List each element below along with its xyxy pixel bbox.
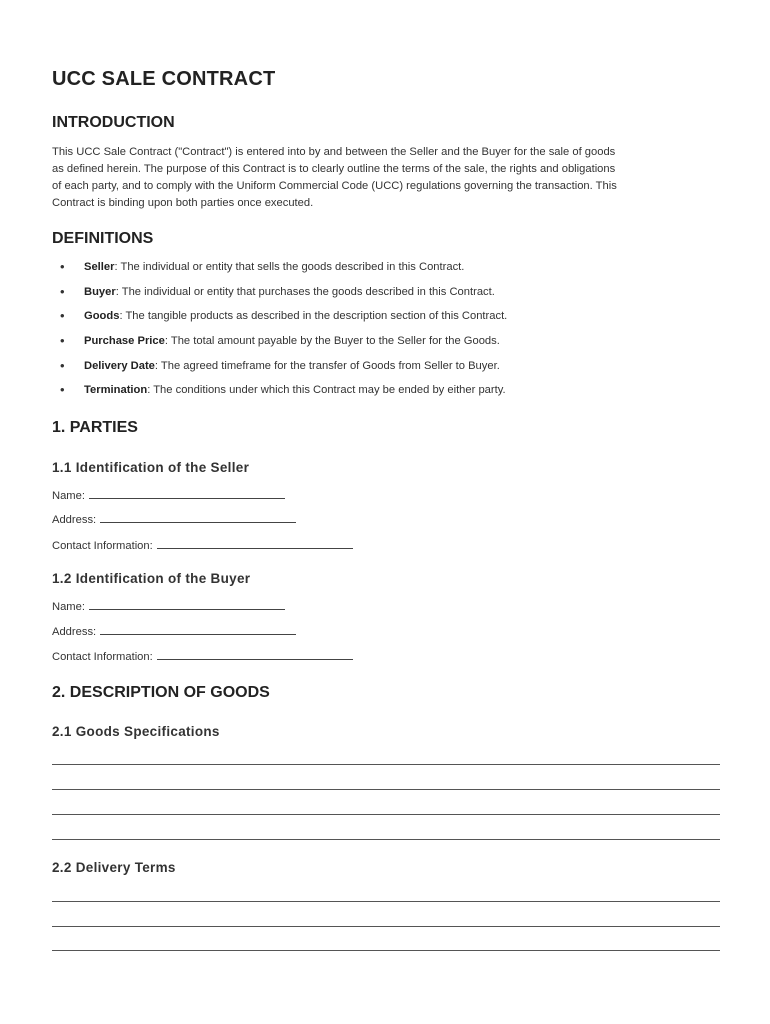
definition-item (52, 381, 720, 406)
specifications-blank-line[interactable] (52, 764, 720, 765)
definition-item (52, 307, 720, 332)
definition-term: Delivery Date (84, 359, 155, 372)
definition-term: Seller (84, 261, 115, 273)
delivery-blank-line[interactable] (52, 950, 720, 951)
description-of-goods-heading: 2. DESCRIPTION OF GOODS (52, 684, 270, 701)
definition-term: Goods (84, 310, 120, 323)
seller-address-label: Address: (52, 514, 97, 526)
definition-text: : The agreed timeframe for the transfer of Goods from Seller to Buyer. (154, 359, 500, 372)
buyer-address-field[interactable] (52, 623, 296, 638)
buyer-contact-label: Contact Information: (52, 651, 153, 663)
definition-item (52, 332, 720, 357)
seller-contact-label: Contact Information: (52, 540, 153, 552)
seller-name-label: Name: (52, 490, 85, 502)
seller-contact-field[interactable] (52, 537, 353, 552)
bullet-icon: • (60, 283, 65, 299)
parties-heading: 1. PARTIES (52, 419, 138, 436)
buyer-name-blank[interactable] (89, 598, 285, 610)
specifications-blank-line[interactable] (52, 789, 720, 790)
bullet-icon: • (60, 333, 65, 349)
buyer-name-label: Name: (52, 601, 85, 613)
definitions-list (52, 258, 720, 406)
specifications-blank-line[interactable] (52, 839, 720, 840)
goods-specifications-heading: 2.1 Goods Specifications (52, 724, 220, 739)
bullet-icon: • (60, 357, 65, 373)
definition-text: : The individual or entity that sells the goods described in this Contract. (114, 261, 465, 273)
buyer-address-label: Address: (52, 626, 97, 638)
buyer-contact-blank[interactable] (157, 648, 353, 660)
definitions-heading: DEFINITIONS (52, 230, 154, 247)
seller-identification-heading: 1.1 Identification of the Seller (52, 460, 250, 475)
definition-item (52, 258, 720, 283)
introduction-line: of each party, and to comply with the Uniform Commercial Code (UCC) regulations governing the transaction. This (52, 180, 617, 192)
definition-term: Termination (84, 384, 148, 397)
buyer-contact-field[interactable] (52, 648, 353, 663)
specifications-blank-line[interactable] (52, 814, 720, 815)
definition-text: : The total amount payable by the Buyer to the Seller for the Goods. (164, 335, 500, 348)
definition-text: : The individual or entity that purchases the goods described in this Contract. (115, 285, 495, 298)
seller-address-blank[interactable] (100, 511, 296, 523)
delivery-blank-line[interactable] (52, 901, 720, 902)
bullet-icon: • (60, 259, 65, 274)
seller-name-blank[interactable] (89, 487, 285, 499)
definition-item (52, 357, 720, 382)
bullet-icon: • (60, 308, 65, 324)
introduction-line: as defined herein. The purpose of this Contract is to clearly outline the terms of the sale, the rights and obligations (52, 163, 616, 175)
introduction-line: Contract is binding upon both parties once executed. (52, 197, 314, 209)
introduction-paragraph (52, 144, 720, 212)
buyer-name-field[interactable] (52, 598, 285, 613)
definition-item (52, 283, 720, 308)
definition-text: : The tangible products as described in the description section of this Contract. (119, 310, 508, 323)
definition-term: Purchase Price (84, 335, 165, 348)
bullet-icon: • (60, 382, 65, 398)
definition-term: Buyer (84, 285, 116, 298)
introduction-line: This UCC Sale Contract ("Contract") is entered into by and between the Seller and the Buyer for the sale of goods (52, 146, 616, 158)
introduction-heading: INTRODUCTION (52, 114, 175, 131)
buyer-identification-heading: 1.2 Identification of the Buyer (52, 571, 251, 586)
seller-address-field[interactable] (52, 511, 296, 526)
document-title: UCC SALE CONTRACT (52, 68, 276, 90)
delivery-blank-line[interactable] (52, 926, 720, 927)
buyer-address-blank[interactable] (100, 623, 296, 635)
definition-text: : The conditions under which this Contract may be ended by either party. (147, 384, 506, 397)
seller-name-field[interactable] (52, 487, 285, 502)
seller-contact-blank[interactable] (157, 537, 353, 549)
delivery-terms-heading: 2.2 Delivery Terms (52, 860, 176, 875)
